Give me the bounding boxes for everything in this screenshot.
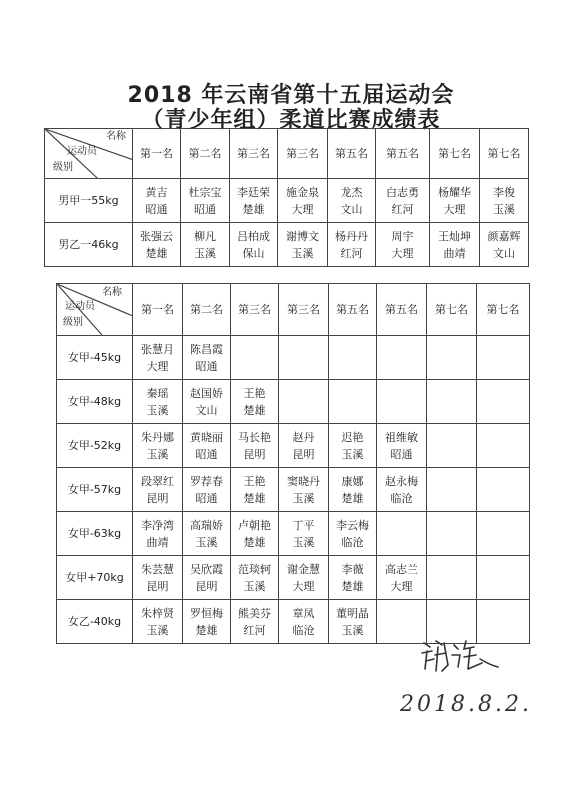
header-corner-category: 级别 (53, 162, 73, 173)
result-cell (376, 179, 430, 223)
result-cell (183, 600, 231, 644)
result-cell (480, 179, 529, 223)
athlete-region: 楚雄 (195, 623, 218, 637)
athlete-name: 丁平 (292, 518, 315, 532)
column-header-rank: 第五名 (329, 284, 377, 336)
result-cell (279, 468, 329, 512)
result-cell (183, 512, 231, 556)
result-cell (231, 336, 279, 380)
athlete-region: 大理 (391, 246, 414, 260)
result-cell (377, 336, 427, 380)
signature-image (418, 635, 502, 675)
result-cell (133, 424, 183, 468)
results-table-men (44, 128, 529, 267)
athlete-region: 玉溪 (292, 491, 315, 505)
result-cell (427, 556, 477, 600)
table-row (57, 468, 530, 512)
athlete-name: 窦晓丹 (287, 474, 320, 488)
athlete-region: 大理 (390, 579, 413, 593)
result-cell (181, 179, 230, 223)
athlete-region: 曲靖 (443, 246, 466, 260)
result-cell (377, 424, 427, 468)
athlete-region: 楚雄 (242, 202, 265, 216)
athlete-region: 玉溪 (146, 447, 169, 461)
result-cell (279, 336, 329, 380)
result-cell (377, 380, 427, 424)
result-cell (279, 380, 329, 424)
header-corner-name: 名称 (106, 131, 126, 142)
athlete-name: 王艳 (243, 474, 266, 488)
result-cell (133, 600, 183, 644)
athlete-name: 卢朝艳 (238, 518, 271, 532)
athlete-name: 赵永梅 (385, 474, 418, 488)
athlete-region: 大理 (291, 202, 314, 216)
athlete-region: 楚雄 (243, 491, 266, 505)
result-cell (427, 424, 477, 468)
column-header-rank: 第五名 (328, 129, 376, 179)
athlete-name: 马长艳 (238, 430, 271, 444)
athlete-name: 高瑞娇 (190, 518, 223, 532)
column-header-rank: 第五名 (376, 129, 430, 179)
header-corner-cell (45, 129, 133, 179)
athlete-name: 张慧月 (141, 342, 174, 356)
result-cell (183, 336, 231, 380)
athlete-region: 玉溪 (292, 535, 315, 549)
result-cell (133, 336, 183, 380)
athlete-region: 红河 (391, 202, 414, 216)
column-header-rank: 第三名 (230, 129, 278, 179)
result-cell (183, 468, 231, 512)
column-header-rank: 第七名 (477, 284, 530, 336)
result-cell (278, 223, 328, 267)
athlete-name: 柳凡 (194, 229, 216, 243)
column-header-rank: 第一名 (133, 284, 183, 336)
athlete-name: 黄晓丽 (190, 430, 223, 444)
document-title-line-1: 2018 年云南省第十五届运动会 (127, 83, 455, 108)
athlete-region: 楚雄 (145, 246, 168, 260)
athlete-name: 朱丹娜 (141, 430, 174, 444)
athlete-region: 大理 (146, 359, 169, 373)
signature-date: 2018.8.2. (400, 692, 532, 717)
table-row (57, 512, 530, 556)
weight-category-cell: 女甲-63kg (57, 512, 133, 556)
athlete-region: 昭通 (390, 447, 413, 461)
athlete-region: 昆明 (146, 491, 169, 505)
result-cell (231, 468, 279, 512)
column-header-rank: 第七名 (427, 284, 477, 336)
athlete-name: 周宇 (391, 229, 414, 243)
document-title-line-2: （青少年组）柔道比赛成绩表 (141, 108, 441, 133)
result-cell (230, 223, 278, 267)
header-corner-athlete: 运动员 (67, 146, 97, 157)
table-row (45, 179, 529, 223)
column-header-rank: 第三名 (278, 129, 328, 179)
athlete-name: 吴欣霞 (190, 562, 223, 576)
result-cell (278, 179, 328, 223)
athlete-region: 大理 (443, 202, 466, 216)
result-cell (183, 380, 231, 424)
result-cell (377, 512, 427, 556)
column-header-rank: 第七名 (480, 129, 529, 179)
athlete-name: 张强云 (140, 229, 173, 243)
result-cell (376, 223, 430, 267)
result-cell (480, 223, 529, 267)
weight-category-cell: 女甲-57kg (57, 468, 133, 512)
athlete-name: 杨耀华 (438, 185, 471, 199)
athlete-name: 范琰轲 (238, 562, 271, 576)
result-cell (329, 468, 377, 512)
athlete-name: 龙杰 (340, 185, 363, 199)
athlete-region: 玉溪 (146, 623, 169, 637)
athlete-region: 保山 (242, 246, 265, 260)
athlete-region: 临沧 (390, 491, 413, 505)
athlete-name: 熊美芬 (238, 606, 271, 620)
athlete-name: 白志勇 (386, 185, 419, 199)
header-corner-cell (57, 284, 133, 336)
athlete-region: 玉溪 (243, 579, 266, 593)
column-header-rank: 第七名 (430, 129, 480, 179)
athlete-name: 李云梅 (336, 518, 369, 532)
result-cell (231, 424, 279, 468)
athlete-region: 楚雄 (243, 403, 266, 417)
header-corner-category: 级别 (63, 317, 83, 328)
athlete-name: 赵国娇 (190, 386, 223, 400)
weight-category-cell: 男甲一55kg (45, 179, 133, 223)
result-cell (181, 223, 230, 267)
athlete-name: 杜宗宝 (188, 185, 222, 199)
header-corner-athlete: 运动员 (65, 301, 95, 312)
athlete-name: 王灿坤 (438, 229, 471, 243)
table-row (45, 223, 529, 267)
result-cell (427, 468, 477, 512)
result-cell (133, 512, 183, 556)
result-cell (231, 600, 279, 644)
result-cell (328, 223, 376, 267)
result-cell (231, 556, 279, 600)
athlete-region: 昭通 (145, 202, 168, 216)
athlete-region: 玉溪 (493, 202, 515, 216)
athlete-region: 楚雄 (341, 491, 364, 505)
athlete-region: 楚雄 (243, 535, 266, 549)
result-cell (329, 336, 377, 380)
result-cell (329, 600, 377, 644)
result-cell (329, 380, 377, 424)
athlete-name: 黄吉 (145, 185, 168, 199)
athlete-region: 昭通 (194, 202, 216, 216)
column-header-rank: 第三名 (279, 284, 329, 336)
table-row (57, 424, 530, 468)
weight-category-cell: 女甲+70kg (57, 556, 133, 600)
athlete-region: 红河 (340, 246, 363, 260)
athlete-name: 吕柏成 (237, 229, 270, 243)
athlete-region: 玉溪 (341, 447, 364, 461)
weight-category-cell: 女甲-45kg (57, 336, 133, 380)
result-cell (279, 512, 329, 556)
athlete-name: 秦瑶 (146, 386, 169, 400)
athlete-name: 段翠红 (141, 474, 174, 488)
result-cell (329, 512, 377, 556)
result-cell (279, 556, 329, 600)
result-cell (427, 336, 477, 380)
result-cell (430, 179, 480, 223)
result-cell (427, 512, 477, 556)
athlete-region: 玉溪 (194, 246, 216, 260)
athlete-name: 罗荐春 (190, 474, 223, 488)
result-cell (231, 380, 279, 424)
athlete-region: 大理 (292, 579, 315, 593)
athlete-region: 文山 (493, 246, 515, 260)
athlete-name: 谢金慧 (287, 562, 320, 576)
result-cell (133, 556, 183, 600)
result-cell (183, 556, 231, 600)
result-cell (477, 468, 530, 512)
athlete-name: 赵丹 (292, 430, 315, 444)
athlete-name: 李俊 (493, 185, 515, 199)
athlete-name: 施金泉 (286, 185, 319, 199)
result-cell (477, 380, 530, 424)
result-cell (477, 512, 530, 556)
athlete-name: 李净湾 (141, 518, 174, 532)
athlete-region: 临沧 (292, 623, 315, 637)
athlete-region: 昆明 (195, 579, 218, 593)
athlete-region: 楚雄 (341, 579, 364, 593)
weight-category-cell: 女甲-48kg (57, 380, 133, 424)
athlete-region: 红河 (243, 623, 266, 637)
table-row (57, 336, 530, 380)
column-header-rank: 第二名 (181, 129, 230, 179)
weight-category-cell: 男乙一46kg (45, 223, 133, 267)
result-cell (377, 468, 427, 512)
athlete-region: 昭通 (195, 491, 218, 505)
athlete-name: 罗恒梅 (190, 606, 223, 620)
result-cell (133, 468, 183, 512)
table-row (57, 556, 530, 600)
result-cell (133, 179, 181, 223)
result-cell (133, 380, 183, 424)
athlete-name: 朱芸慧 (141, 562, 174, 576)
athlete-region: 昆明 (146, 579, 169, 593)
result-cell (430, 223, 480, 267)
header-corner-name: 名称 (102, 287, 122, 298)
athlete-region: 玉溪 (341, 623, 364, 637)
athlete-region: 玉溪 (146, 403, 169, 417)
weight-category-cell: 女甲-52kg (57, 424, 133, 468)
weight-category-cell: 女乙-40kg (57, 600, 133, 644)
athlete-name: 康娜 (341, 474, 364, 488)
athlete-region: 文山 (340, 202, 363, 216)
result-cell (477, 424, 530, 468)
result-cell (329, 556, 377, 600)
result-cell (427, 380, 477, 424)
column-header-rank: 第三名 (231, 284, 279, 336)
table-header-row (45, 129, 529, 179)
column-header-rank: 第一名 (133, 129, 181, 179)
athlete-name: 王艳 (243, 386, 266, 400)
athlete-name: 杨丹丹 (335, 229, 368, 243)
result-cell (477, 556, 530, 600)
result-cell (183, 424, 231, 468)
result-cell (329, 424, 377, 468)
result-cell (231, 512, 279, 556)
athlete-name: 谢博文 (286, 229, 319, 243)
result-cell (133, 223, 181, 267)
athlete-region: 临沧 (341, 535, 364, 549)
athlete-region: 昭通 (195, 447, 218, 461)
athlete-region: 昭通 (195, 359, 218, 373)
table-row (57, 380, 530, 424)
result-cell (328, 179, 376, 223)
result-cell (377, 556, 427, 600)
result-cell (477, 336, 530, 380)
athlete-name: 朱梓贤 (141, 606, 174, 620)
athlete-region: 曲靖 (146, 535, 169, 549)
table-header-row (57, 284, 530, 336)
results-table-women (56, 283, 530, 644)
result-cell (230, 179, 278, 223)
athlete-name: 李廷荣 (237, 185, 270, 199)
athlete-region: 文山 (195, 403, 218, 417)
athlete-name: 高志兰 (385, 562, 418, 576)
athlete-name: 章凤 (292, 606, 315, 620)
athlete-name: 李薇 (341, 562, 364, 576)
athlete-name: 颜嘉辉 (487, 229, 521, 243)
athlete-name: 迟艳 (341, 430, 364, 444)
athlete-region: 玉溪 (291, 246, 314, 260)
athlete-name: 董明晶 (336, 606, 369, 620)
athlete-region: 玉溪 (195, 535, 218, 549)
result-cell (279, 600, 329, 644)
column-header-rank: 第五名 (377, 284, 427, 336)
athlete-name: 祖维敏 (385, 430, 418, 444)
athlete-region: 昆明 (243, 447, 266, 461)
result-cell (279, 424, 329, 468)
column-header-rank: 第二名 (183, 284, 231, 336)
athlete-name: 陈昌霞 (190, 342, 223, 356)
athlete-region: 昆明 (292, 447, 315, 461)
